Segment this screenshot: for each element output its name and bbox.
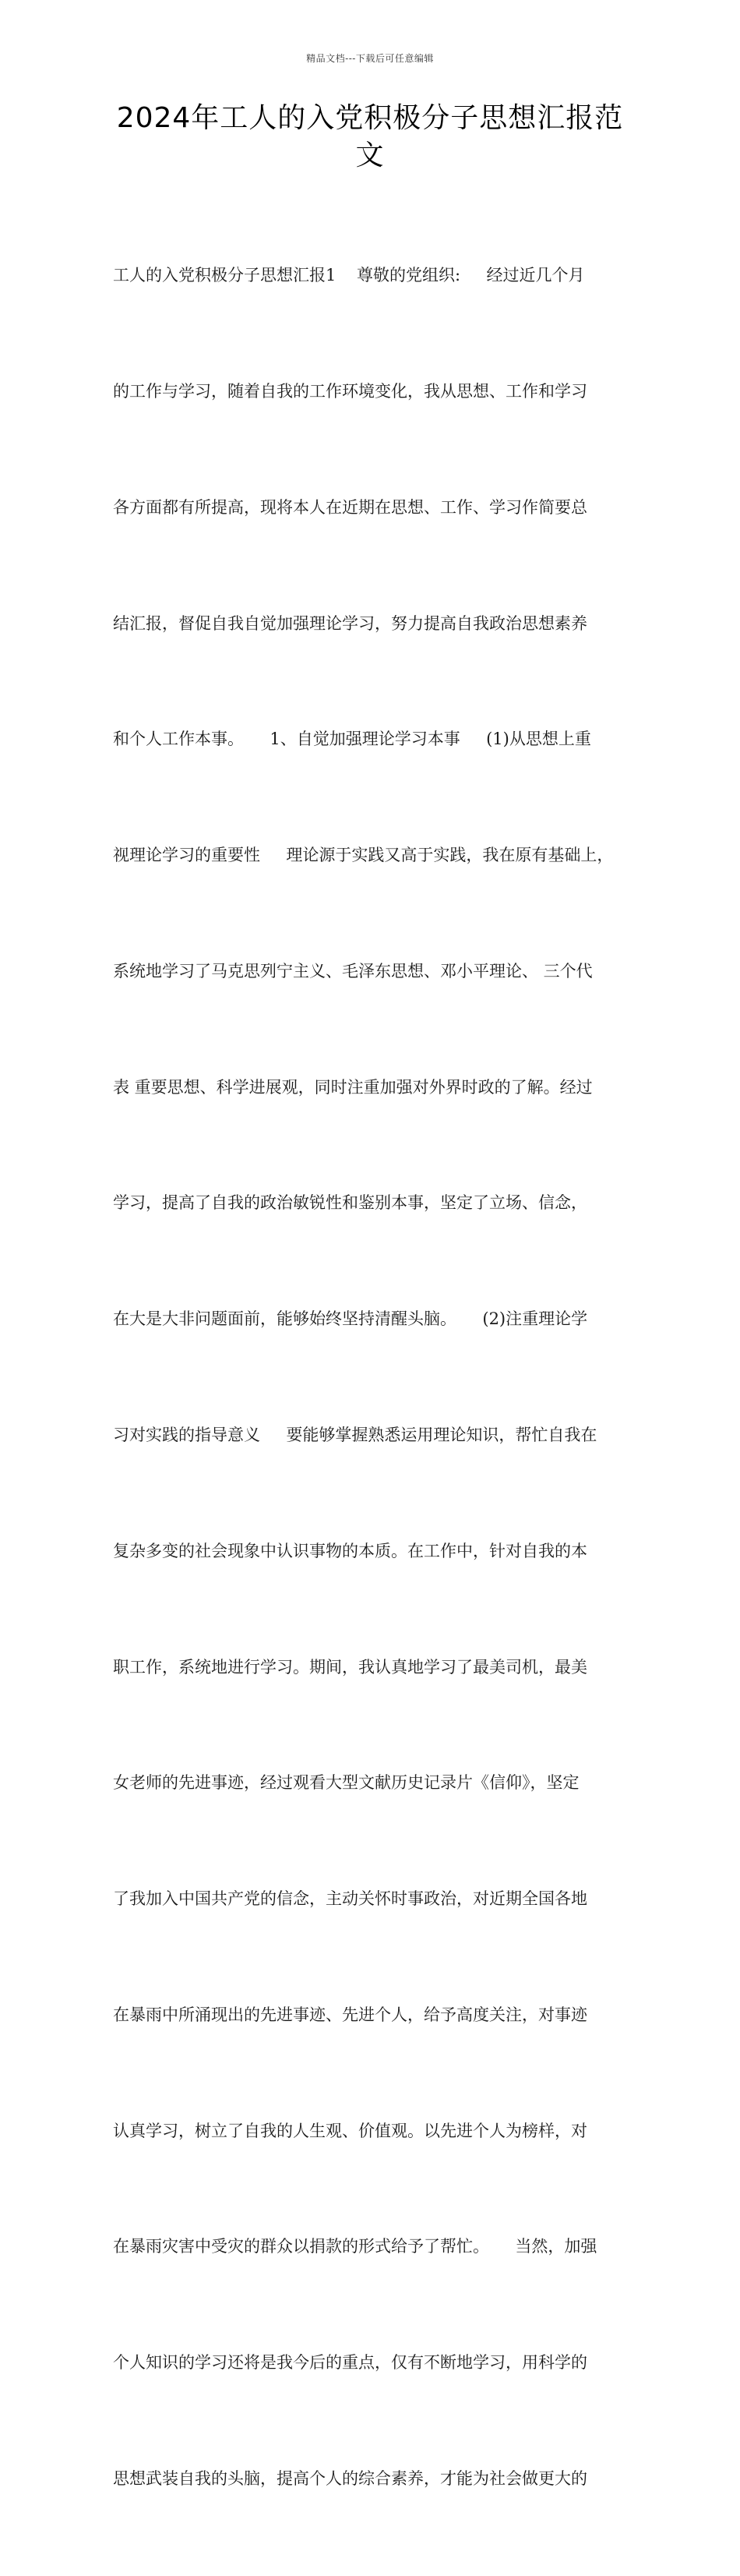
body-line: 和个人工作本事。 1、自觉加强理论学习本事 (1)从思想上重 — [113, 730, 591, 749]
body-line: 认真学习，树立了自我的人生观、价值观。以先进个人为榜样，对 — [113, 2121, 587, 2140]
body-line: 学习，提高了自我的政治敏锐性和鉴别本事，坚定了立场、信念， — [113, 1193, 587, 1213]
body-line: 个人知识的学习还将是我今后的重点，仅有不断地学习，用科学的 — [113, 2353, 587, 2373]
body-line: 复杂多变的社会现象中认识事物的本质。在工作中，针对自我的本 — [113, 1541, 587, 1560]
body-line: 在大是大非问题面前，能够始终坚持清醒头脑。 (2)注重理论学 — [113, 1309, 588, 1329]
body-line: 了我加入中国共产党的信念，主动关怀时事政治，对近期全国各地 — [113, 1889, 587, 1909]
body-line: 女老师的先进事迹，经过观看大型文献历史记录片《信仰》，坚定 — [113, 1773, 580, 1793]
title-line: 2024年工人的入党积极分子思想汇报范 — [116, 102, 624, 134]
body-line: 各方面都有所提高，现将本人在近期在思想、工作、学习作简要总 — [113, 497, 587, 517]
body-line: 习对实践的指导意义 要能够掌握熟悉运用理论知识，帮忙自我在 — [113, 1426, 597, 1444]
body-line: 系统地学习了马克思列宁主义、毛泽东思想、邓小平理论、 三个代 — [113, 961, 593, 981]
title-line: 文 — [355, 140, 385, 171]
body-line: 在暴雨灾害中受灾的群众以捐款的形式给予了帮忙。 当然，加强 — [113, 2237, 597, 2256]
body-line: 思想武装自我的头脑，提高个人的综合素养，才能为社会做更大的 — [113, 2469, 587, 2489]
body-line: 职工作，系统地进行学习。期间，我认真地学习了最美司机，最美 — [113, 1657, 587, 1677]
header-note: 精品文档---下载后可任意编辑 — [306, 53, 434, 64]
body-line: 视理论学习的重要性 理论源于实践又高于实践，我在原有基础上， — [113, 846, 614, 865]
body-line: 的工作与学习，随着自我的工作环境变化，我从思想、工作和学习 — [113, 381, 587, 401]
document-title — [101, 100, 639, 175]
body-line: 工人的入党积极分子思想汇报1 尊敬的党组织: 经过近几个月 — [113, 266, 585, 285]
body-line: 结汇报，督促自我自觉加强理论学习，努力提高自我政治思想素养 — [113, 613, 587, 633]
body-text — [113, 179, 643, 2576]
body-line: 在暴雨中所涌现出的先进事迹、先进个人，给予高度关注，对事迹 — [113, 2005, 587, 2024]
body-line: 表 重要思想、科学进展观，同时注重加强对外界时政的了解。经过 — [113, 1077, 593, 1097]
